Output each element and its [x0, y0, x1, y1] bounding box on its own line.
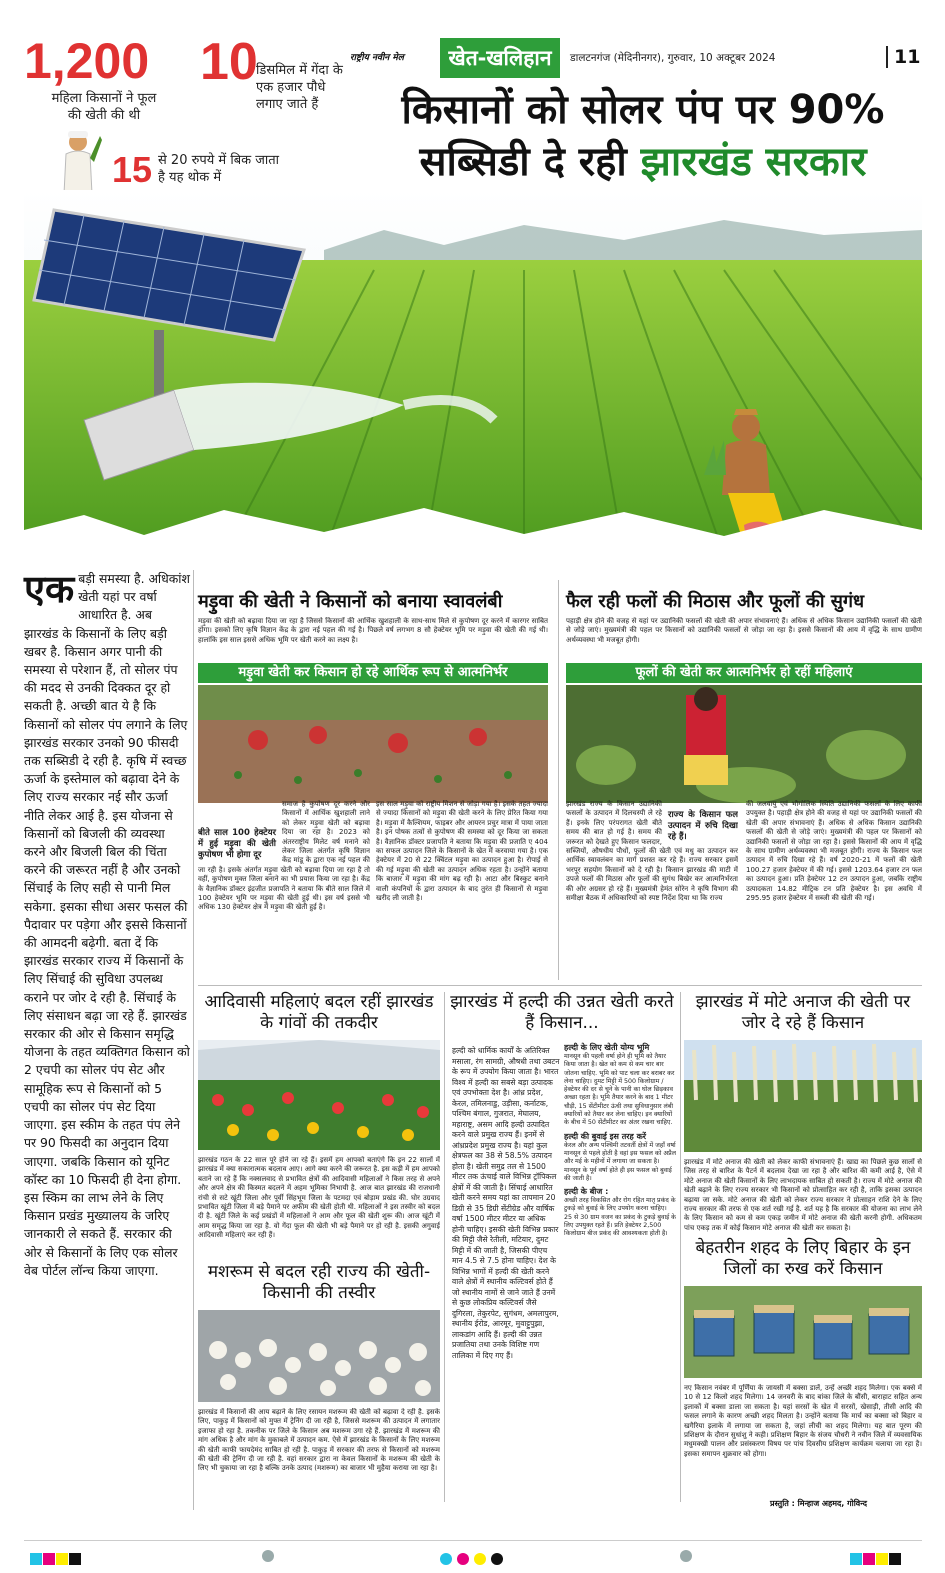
story-title: आदिवासी महिलाएं बदल रहीं झारखंड के गांवों की तकदीर [204, 992, 434, 1033]
story-column-1: हल्दी को धार्मिक कार्यों के अतिरिक्त मसाला, रंग सामग्री, औषधी तथा उबटन के रूप में उपयोग किया जाता है। भारत विश्व में हल्दी का सबसे बड़ा उत्पादक एवं उपभोक्ता देश है। आंध्र प्रदेश, केरल, तमिलनाडु, उड़ीसा, कर्नाटक, पश्चिम बंगाल, गुजरात, मेघालय, महाराष्ट्र, असम आदि हल्दी उत्पादित करने वाले प्रमुख राज्य हैं। इनमें से आंध्रप्रदेश प्रमुख राज्य है। यहां कुल क्षेत्रफल का 38 से 58.5% उत्पादन होता है। खेती समुद्र तल से 1500 मीटर तक ऊंचाई वाले विभिन्न ट्रॉपिकल क्षेत्रों में की जाती है। सिंचाई आधारित खेती करने समय यहां का तापमान 20 डिग्री से 35 डिग्री सेंटीग्रेड और वार्षिक वर्षा 1500 मीटर मीटर या अधिक होनी चाहिए। इसकी खेती विभिन्न प्रकार की मिट्टी जैसे रेतीली, मटियार, दुमट मिट्टी में की जाती है, जिसकी पीएच मान 4.5 से 7.5 होना चाहिए। देश के विभिन्न भागों में हल्दी की खेती करने वाले क्षेत्रों में स्थानीय कल्टिवर्स होते हैं जो स्थानीय नामों से जाने जाते हैं उनमें से कुछ लोकप्रिय कल्टिवर्स जैसे दुगिरला, तेकुरपेट, सुगंधम, अमलापुरम, स्थानीय ईरोड, आरमूर, मुवाट्टुपुझा, लाकडांग आदि हैं। हल्दी की उन्नत प्रजातिया तथा उनके विशिष्ट गण तालिका में दिए गए हैं। [452, 1046, 560, 1360]
main-headline [358, 84, 928, 188]
story-callout: राज्य के किसान फल उत्पादन में रुचि दिखा रहे हैं। [668, 810, 738, 842]
story-title: फैल रही फलों की मिठास और फूलों की सुगंध [566, 591, 865, 612]
story-title: मशरूम से बदल रही राज्य की खेती-किसानी की तस्वीर [207, 1262, 431, 1303]
story-column-2: हल्दी के लिए खेती योग्य भूमि मानसून की पहली वर्षा होने ही भूमि को तैयार किया जाता है। खेत को कम से कम चार बार जोतना चाहिए. भूमि को पाट चला कर बराबर कर लेना चाहिए। दुमट मिट्टी में 500 किलोग्राम / हेक्टेयर की दर से चूने के पानी का घोल छिड़काव अच्छा रहता है। भूमि तैयार करने के बाद 1 मीटर चौड़ी, 15 सेंटीमीटर ऊंची तथा सुविधानुसार लंबी क्यारियों को तैयार कर लेना चाहिए। इन क्यारियों के बीच में 50 सेंटीमीटर का अंतर रखना चाहिए. हल्दी की बुवाई इस तरह करें केरल और अन्य पश्चिमी तटवर्ती क्षेत्रों में जहाँ वर्षा मानसून से पहले होती है वहां इस फसल को अप्रैल और मई के महीनों में लगाया जा सकता है। मानसून के पूर्व वर्षा होते ही इस फसल को बुवाई की जाती है। हल्दी के बीज : अच्छी तरह विकसित और रोग रहित मातृ प्रकंद के टुकड़े को बुवाई के लिए उपयोग करना चाहिए। 25 से 30 ग्राम वजन का प्रकंद के टुकड़े बुवाई के लिए उपयुक्त रहते हैं। प्रति हेक्टेयर 2,500 किलोग्राम बीज प्रकंद की आवश्यकता होती है। [564, 1043, 676, 1238]
story-turmeric [448, 992, 676, 1512]
story-subheading-bar: मड़ुवा खेती कर किसान हो रहे आर्थिक रूप से आत्मनिर्भर [198, 663, 548, 683]
footer-rule [24, 1540, 922, 1541]
story-honey [684, 1238, 922, 1493]
registration-dots-center [440, 1550, 510, 1562]
millet-field-photo [684, 1040, 922, 1152]
column-divider [558, 580, 559, 980]
section-rule [198, 985, 922, 986]
beehive-boxes-photo [684, 1286, 922, 1378]
headline-line-1: किसानों को सोलर पंप पर 90% [401, 87, 885, 133]
registration-dot-1 [262, 1550, 274, 1562]
column-divider [680, 992, 681, 1502]
flower-nursery-photo [198, 1040, 440, 1150]
story-column-2: इस साल मड़ुवा को राष्ट्रीय मिशन से जोड़ा गया है। इसके तहत ज्यादा से ज्यादा किसानों को मड़ुवा की खेती करने के लिए प्रेरित किया गया है। मड़ुवा में कैल्शियम, फाइबर और आयरन प्रचुर मात्रा में पाया जाता है। इन पोषक तत्वों से कुपोषण की समस्या को दूर किया जा सकता है। वैज्ञानिक डॉक्टर प्रजापति ने बताया कि मड़ुवा की प्रजाति ए 404 का सफल उत्पादन जिले के किसानों के खेत में करवाया गया है। एक हेक्टेयर में 20 से 22 क्विंटल मड़ुवा का उत्पादन हुआ है। रोपाई से की गई मड़ुवा की खेती का उत्पादन अधिक रहता है। उन्होंने बताया कि बाजार में मड़ुवा की मांग बढ़ रही है। आटा और बिस्कुट बनाने वाली कंपनियों के द्वारा उत्पादन के बाद तुरंत ही किसानों से मड़ुवा खरीद ली जाती है। [376, 800, 548, 903]
stat-number: 1,200 [24, 33, 150, 89]
newspaper-logo: राष्ट्रीय नवीन मेल [350, 53, 404, 63]
farmer-illustration [54, 128, 104, 198]
story-subhead: हल्दी के लिए खेती योग्य भूमि [564, 1043, 650, 1052]
page-number: 11 [886, 46, 920, 68]
registration-bar-right [850, 1550, 902, 1562]
story-coarse-grains [684, 992, 922, 1232]
stat-number: 10 [200, 33, 258, 91]
story-callout: बीते साल 100 हेक्टेयर में हुई मड़ुवा की खेती कुपोषण भी होगा दूर [198, 828, 276, 860]
story-text: झारखंड में किसानों की आय बढ़ाने के लिए रसायन मशरूम की खेती को बढ़ावा दे रही है. इसके लिए, पाकुड़ में किसानों को मुफ्त में ट्रेनिंग दी जा रही है, जिससे मशरूम की उत्पादन में लगातार इजाफा हो रहा है. तकनीक पर जिले के किसान अब मशरूम उगा रहे हैं. झारखंड में मशरूम की मांग अधिक है और मांग के मुकाबले में उत्पादन कम. ऐसे में झारखंड के किसानों के लिए मशरूम की खेती काफी फायदेमंद साबित हो रही है. पाकुड़ में सरकार की तरफ से किसानों को मशरूम की खेती की ट्रेनिंग दी जा रही है. वहां सरकार द्वारा ना केवल किसानों के मशरूम की खेती के लिए भी चुकाया जा रहा है बल्कि उनके उत्पाद (मशरूम) का बाजार भी मुहैया कराया जा रहा है। [198, 1408, 440, 1473]
registration-bar-left [30, 1550, 82, 1562]
lead-article-text: बड़ी समस्या है. अधिकांश खेती यहां पर वर्षा आधारित है. अब झारखंड के किसानों के लिए बड़ी खबर है. किसान अगर पानी की समस्या से परेशान हैं, तो सोलर पंप की मदद से उनकी दिक्कत दूर हो सकती है. अच्छी बात ये है कि किसानों को सोलर पंप लगाने के लिए झारखंड सरकार उनको 90 फीसदी तक सब्सिडी दे रही है. कृषि में स्वच्छ ऊर्जा के इस्तेमाल को बढ़ावा देने के लिए राज्य सरकार नई सौर ऊर्जा नीति लेकर आई है. इस योजना से किसानों को बिजली की व्यवस्था करने और बिजली बिल की चिंता करने की जरूरत नहीं है और उनको सिंचाई के लिए सही से पानी मिल सकेगा. इसका सीधा असर फसल की पैदावार पर पड़ेगा और इससे किसानों की आमदनी बढ़ेगी. बता दें कि झारखंड सरकार राज्य में किसानों के लिए सिंचाई की सुविधा उपलब्ध कराने पर जोर दे रही है. सिंचाई के लिए संसाधन बढ़ा जा रहे हैं. झारखंड सरकार की ओर से किसान समृद्धि योजना के तहत व्यक्तिगत किसान को 2 एचपी का सोलर पंप सेट और सामूहिक रूप से किसानों को 5 एचपी का सोलर पंप सेट दिया जाएगा. इस स्कीम के तहत पंप लेने पर 90 फिसदी का अनुदान दिया जाएगा. जबकि किसान को यूनिट कॉस्ट का 10 फिसदी ही देना होगा. इस स्किम का लाभ लेने के लिए किसान प्रखंड मुख्यालय के जरिए जानकारी ले सकते हैं. सरकार की ओर से किसानों के लिए एक सोलर वेब पोर्टल लॉन्च किया जाएगा. [24, 571, 190, 1278]
story-subhead: हल्दी की बुवाई इस तरह करें [564, 1131, 647, 1141]
story-column-1: राज्य के किसान फल उत्पादन में रुचि दिखा रहे हैं। झारखंड राज्य के किसान उद्यानिकी फसलों के उत्पादन में दिलचस्पी ले रहे हैं। इनके लिए परंपरागत खेती बीते समय की बात हो गई है। समय की जरूरत को देखते हुए किसान फलदार, सब्जियों, औषधीय पौधों, फूलों की खेती एवं मधु का उत्पादन कर आर्थिक स्वावलंबन का मार्ग प्रशस्त कर रहे हैं। राज्य सरकार इसमें भरपूर सहयोग किसानों को दे रही है। किसान झारखंड की माटी में उपजे फलों की मिठास और फूलों की सुगंध बिखेर कर आत्मनिर्भरता की ओर अग्रसर हो रहे हैं। मुख्यमंत्री हेमंत सोरेन ने कृषि विभाग की समीक्षा बैठक में अधिकारियों को स्पष्ट निर्देश दिया था कि राज्य [566, 800, 738, 903]
story-text: नए किसान नवंबर में पूर्णिया के जायसी में बक्सा डालें, उन्हें अच्छी शहद मिलेगा। एक बक्से में 10 से 12 किलो शहद मिलेगा। 14 जनवरी के बाद बांका जिले के बौंसी, बाराहाट सहित अन्य इलाकों में बक्सा डाला जा सकता है। यहां सरसों के खेत में सरसों, खेसाड़ी, तीसी आदि की फसल लगाने के कारण अच्छी शहद मिलता है। उन्होंने बताया कि मार्च का बक्सा को बिहार व खगैरिया इलाके में लगाया जा सकता है, जहां लीची का शहद मिलेगा। यह बात पूरण की प्रशिक्षण के दौरान सुधांशु ने कही। प्रशिक्षण बिहार के संजय चौधरी ने नवीन जिले में व्यवसायिक मधुमक्खी पालन और प्रसंस्करण विषय पर पांच दिवसीय प्रशिक्षण कार्यक्रम चलाया जा रहा है। इसका समापन शुक्रवार को होगा। [684, 1384, 922, 1458]
stat-number: 15 [112, 149, 153, 190]
ragi-farming-photo [198, 685, 548, 803]
column-divider [444, 992, 445, 1502]
masthead [348, 38, 920, 78]
story-title: झारखंड में मोटे अनाज की खेती पर जोर दे रहे हैं किसान [695, 992, 911, 1033]
story-text: झारखंड में मोटे अनाज की खेती को लेकर काफी संभावनाएं हैं। खाद्य का पिछले कुछ सालों से जिस तरह से बारिश के पैटर्न में बदलाव देखा जा रहा है और बारिश की कमी आई है, ऐसे में मोटे अनाज की खेती किसानों के लिए लाभदायक साबित हो सकती है। राज्य में मोटे अनाज की खेती बढ़ाने के लिए राज्य सरकार भी किसानों को प्रोत्साहित कर रही है, ताकि इसका उत्पादन बढ़ाया जा सके. मोटे अनाज की खेती को लेकर राज्य सरकार ने प्रोत्साहन राशि देने के लिए राज्य सरकार की तरफ से एक शर्त रखी गई है. शर्त यह है कि सरकार की योजना का लाभ लेने के लिए किसान को कम से कम एकड़ जमीन में मोटे अनाज की खेती करनी होगी. अधिकतम पांच एकड़ तक में कोई किसान मोटे अनाज की खेती कर सकता है। [684, 1158, 922, 1232]
story-subheading-bar: फूलों की खेती कर आत्मनिर्भर हो रहीं महिलाएं [566, 663, 922, 683]
story-column-2: की जलवायु एवं भौगोलिक स्थिति उद्यानिकी फसलों के लिए काफी उपयुक्त है। पहाड़ी क्षेत्र होने की वजह से यहां पर उद्यानिकी फसलों की खेती की अपार संभावनाएं हैं। अधिक से अधिक किसान उद्यानिकी फसलों की खेती से जोड़े जाएं। मुख्यमंत्री की पहल पर किसानों को उद्यानिकी फसलों से जोड़ा जा रहा है। इससे किसानों की आय में वृद्धि के साथ ग्रामीण अर्थव्यवस्था भी मजबूत होगी। राज्य के किसान फल उत्पादन में रुचि दिखा रहे हैं। वर्ष 2020-21 में फलों की खेती 100.27 हजार हेक्टेयर में की गई। इससे 1203.64 हजार टन फल का उत्पादन हुआ। प्रति हेक्टेयर 12 टन उत्पादन हुआ, जबकि राष्ट्रीय उत्पादकता 14.82 मीट्रिक टन प्रति हेक्टेयर है। इस अवधि में 295.95 हजार हेक्टेयर में सब्जी की खेती की गई। [746, 800, 922, 903]
drop-cap: एक [24, 567, 75, 611]
stat-block-1 [24, 33, 174, 126]
story-title: बेहतरीन शहद के लिए बिहार के इन जिलों का रुख करें किसान [695, 1238, 911, 1279]
story-intro: पहाड़ी क्षेत्र होने की वजह से यहां पर उद्यानिकी फसलों की खेती की अपार संभावनाएं हैं। अधिक से अधिक किसान उद्यानिकी फसलों की खेती से जोड़े जाएं। मुख्यमंत्री की पहल पर किसानों को उद्यानिकी फसलों से जोड़ा जा रहा है। इससे किसानों की आय में वृद्धि के साथ ग्रामीण अर्थव्यवस्था भी मजबूत होगी। [566, 617, 922, 644]
story-mushroom [198, 1262, 440, 1512]
headline-highlight: झारखंड सरकार [640, 139, 867, 185]
story-subhead: हल्दी के बीज : [564, 1187, 609, 1197]
stat-text: महिला किसानों ने फूल की खेती की थी [51, 91, 157, 123]
stat-text: से 20 रुपये में बिक जाता है यह थोक में [158, 153, 280, 185]
story-text: झारखंड गठन के 22 साल पूरे होने जा रहे हैं। इसमें हम आपको बताएंगे कि इन 22 सालों में झारखंड में क्या सकारात्मक बदलाव आए। आगे क्या करने की जरूरत है. इस कड़ी में हम आपको बताने जा रहे हैं कि नक्सलवाद से प्रभावित क्षेत्रों की आदिवासी महिलाओं ने किस तरह से अपने और अपने क्षेत्र की किस्मत बदलने में अहम भूमिका निभायी है. आज बात झारखंड की राजधानी रांची से सटे खूंटी जिला और पूर्वी सिंहभूम जिला के पटमदा एवं बोड़ाम प्रखंड की. घोर उग्रवाद प्रभावित खूंटी जिला में बड़े पैमाने पर अफीम की खेती होती थी. महिलाओं ने इस तस्वीर को बदल दी है. खूंटी जिले के कई प्रखंडों में महिलाओं ने आम और फूल की खेती शुरू की। आज खूंटी में आम समृद्ध किया जा रहा है. वो गेंदा फूल की खेती भी बड़े पैमाने पर हो रही है. इसकी अगुवाई आदिवासी महिलाएं कर रही हैं। [198, 1156, 440, 1240]
registration-dot-2 [680, 1550, 692, 1562]
story-fruits-flowers [566, 590, 922, 985]
story-intro: मड़ुवा की खेती को बढ़ावा दिया जा रहा है जिससे किसानों की आर्थिक खुशहाली के साथ-साथ मिले से कुपोषण दूर करने में कारगर साबित होगा। इसको लिए कृषि विज्ञान केंद्र के द्वारा नई पहल की गई है। पिछले वर्ष लगभग 8 सौ हेक्टेयर भूमि पर मड़ुवा की खेती की गई थी। हालांकि इस साल इससे अधिक भूमि पर खेती करने का लक्ष्य है। [198, 617, 548, 644]
stat-block-2 [200, 33, 343, 136]
story-ragi [198, 590, 548, 985]
lead-article [24, 567, 190, 1510]
headline-line-2: सब्सिडी दे रही झारखंड सरकार [419, 139, 867, 185]
story-title: झारखंड में हल्दी की उन्नत खेती करते हैं किसान... [450, 992, 674, 1033]
mushroom-farm-photo [198, 1310, 440, 1402]
column-divider [193, 570, 194, 1510]
story-title: मड़ुवा की खेती ने किसानों को बनाया स्वावलंबी [198, 591, 503, 612]
flower-farming-photo [566, 685, 922, 803]
section-title: खेत-खलिहान [440, 38, 560, 78]
story-tribal-women [198, 992, 440, 1262]
dateline: डालटनगंज (मेदिनीनगर), गुरुवार, 10 अक्टूबर 2024 [570, 52, 776, 64]
story-column-1: बीते साल 100 हेक्टेयर में हुई मड़ुवा की खेती कुपोषण भी होगा दूर समाज है कुपोषण दूर करने और किसानों में आर्थिक खुशहाली लाने को लेकर मड़ुवा खेती को बढ़ावा दिया जा रहा है। 2023 को अंतरराष्ट्रीय मिलेट वर्ष मनाने को लेकर जिला अंतर्गत कृषि विज्ञान केंद्र मांडू के द्वारा एक नई पहल की जा रही है। इसके अंतर्गत मड़ुवा खेती को बढ़ावा दिया जा रहा है तो वहीं, कुपोषण मुक्त जिला बनाने का भी प्रयास किया जा रहा है। केंद्र के वैज्ञानिक डॉक्टर इंद्रजीत प्रजापति ने बताया कि बीते साल जिले में 100 हेक्टेयर भूमि पर मड़ुवा की खेती हुई थी। इस वर्ष इससे भी अधिक 130 हेक्टेयर क्षेत्र में मड़ुवा की खेती हुई है। [198, 800, 370, 912]
credit-line: प्रस्तुति : मिन्हाज अहमद, गोविन्द [770, 1499, 867, 1508]
hero-solar-pump-field-image [24, 190, 922, 555]
stat-text: डिसमिल में गेंदा के एक हजार पौधे लगाए जाते हैं [256, 63, 343, 112]
